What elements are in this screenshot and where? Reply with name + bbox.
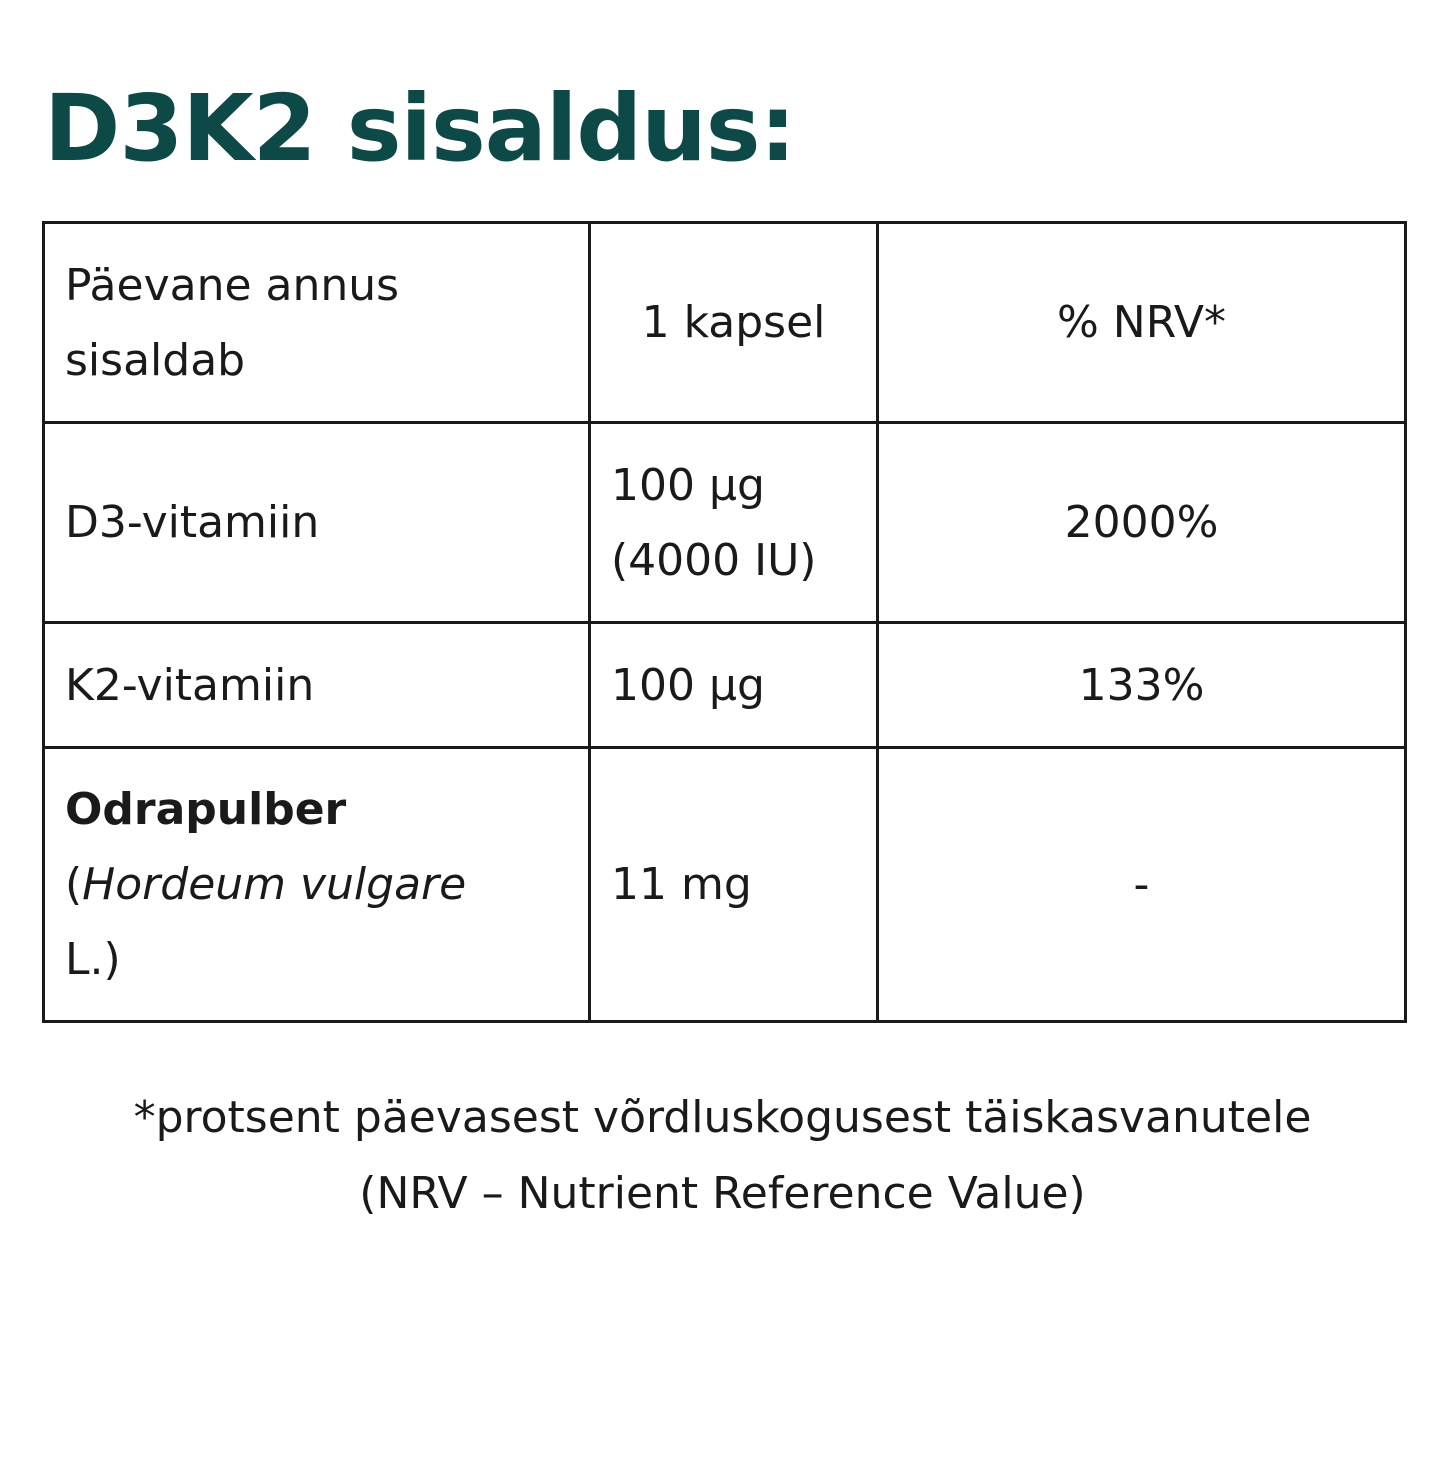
table-row-k2 [44, 623, 1406, 748]
nutrition-table [42, 221, 1407, 1023]
table-header-row [44, 223, 1406, 423]
footnote-line2: (NRV – Nutrient Reference Value) [359, 1168, 1086, 1219]
header-daily-dose-line2: sisaldab [65, 334, 246, 386]
barley-name [44, 748, 590, 1022]
footnote [0, 1080, 1445, 1232]
barley-paren-open: ( [65, 859, 83, 910]
footnote-line1: *protsent päevasest võrdluskogusest täiskasvanutele [133, 1092, 1312, 1143]
page-title: D3K2 sisaldus: [44, 75, 796, 182]
table-row-d3 [44, 423, 1406, 623]
d3-name: D3-vitamiin [44, 423, 590, 623]
k2-amount: 100 µg [590, 623, 878, 748]
barley-latin-name: Hordeum vulgare [82, 859, 467, 910]
header-daily-dose [44, 223, 590, 423]
barley-amount: 11 mg [590, 748, 878, 1022]
header-nrv: % NRV* [878, 223, 1406, 423]
d3-amount [590, 423, 878, 623]
k2-name: K2-vitamiin [44, 623, 590, 748]
barley-nrv: - [878, 748, 1406, 1022]
barley-name-bold: Odrapulber [65, 784, 347, 835]
d3-amount-line2: (4000 IU) [611, 534, 817, 586]
table-row-barley [44, 748, 1406, 1022]
header-daily-dose-line1: Päevane annus [65, 259, 400, 311]
barley-name-tail: L.) [65, 934, 121, 985]
k2-nrv: 133% [878, 623, 1406, 748]
d3-nrv: 2000% [878, 423, 1406, 623]
d3-amount-line1: 100 µg [611, 459, 765, 511]
header-per-capsule: 1 kapsel [590, 223, 878, 423]
